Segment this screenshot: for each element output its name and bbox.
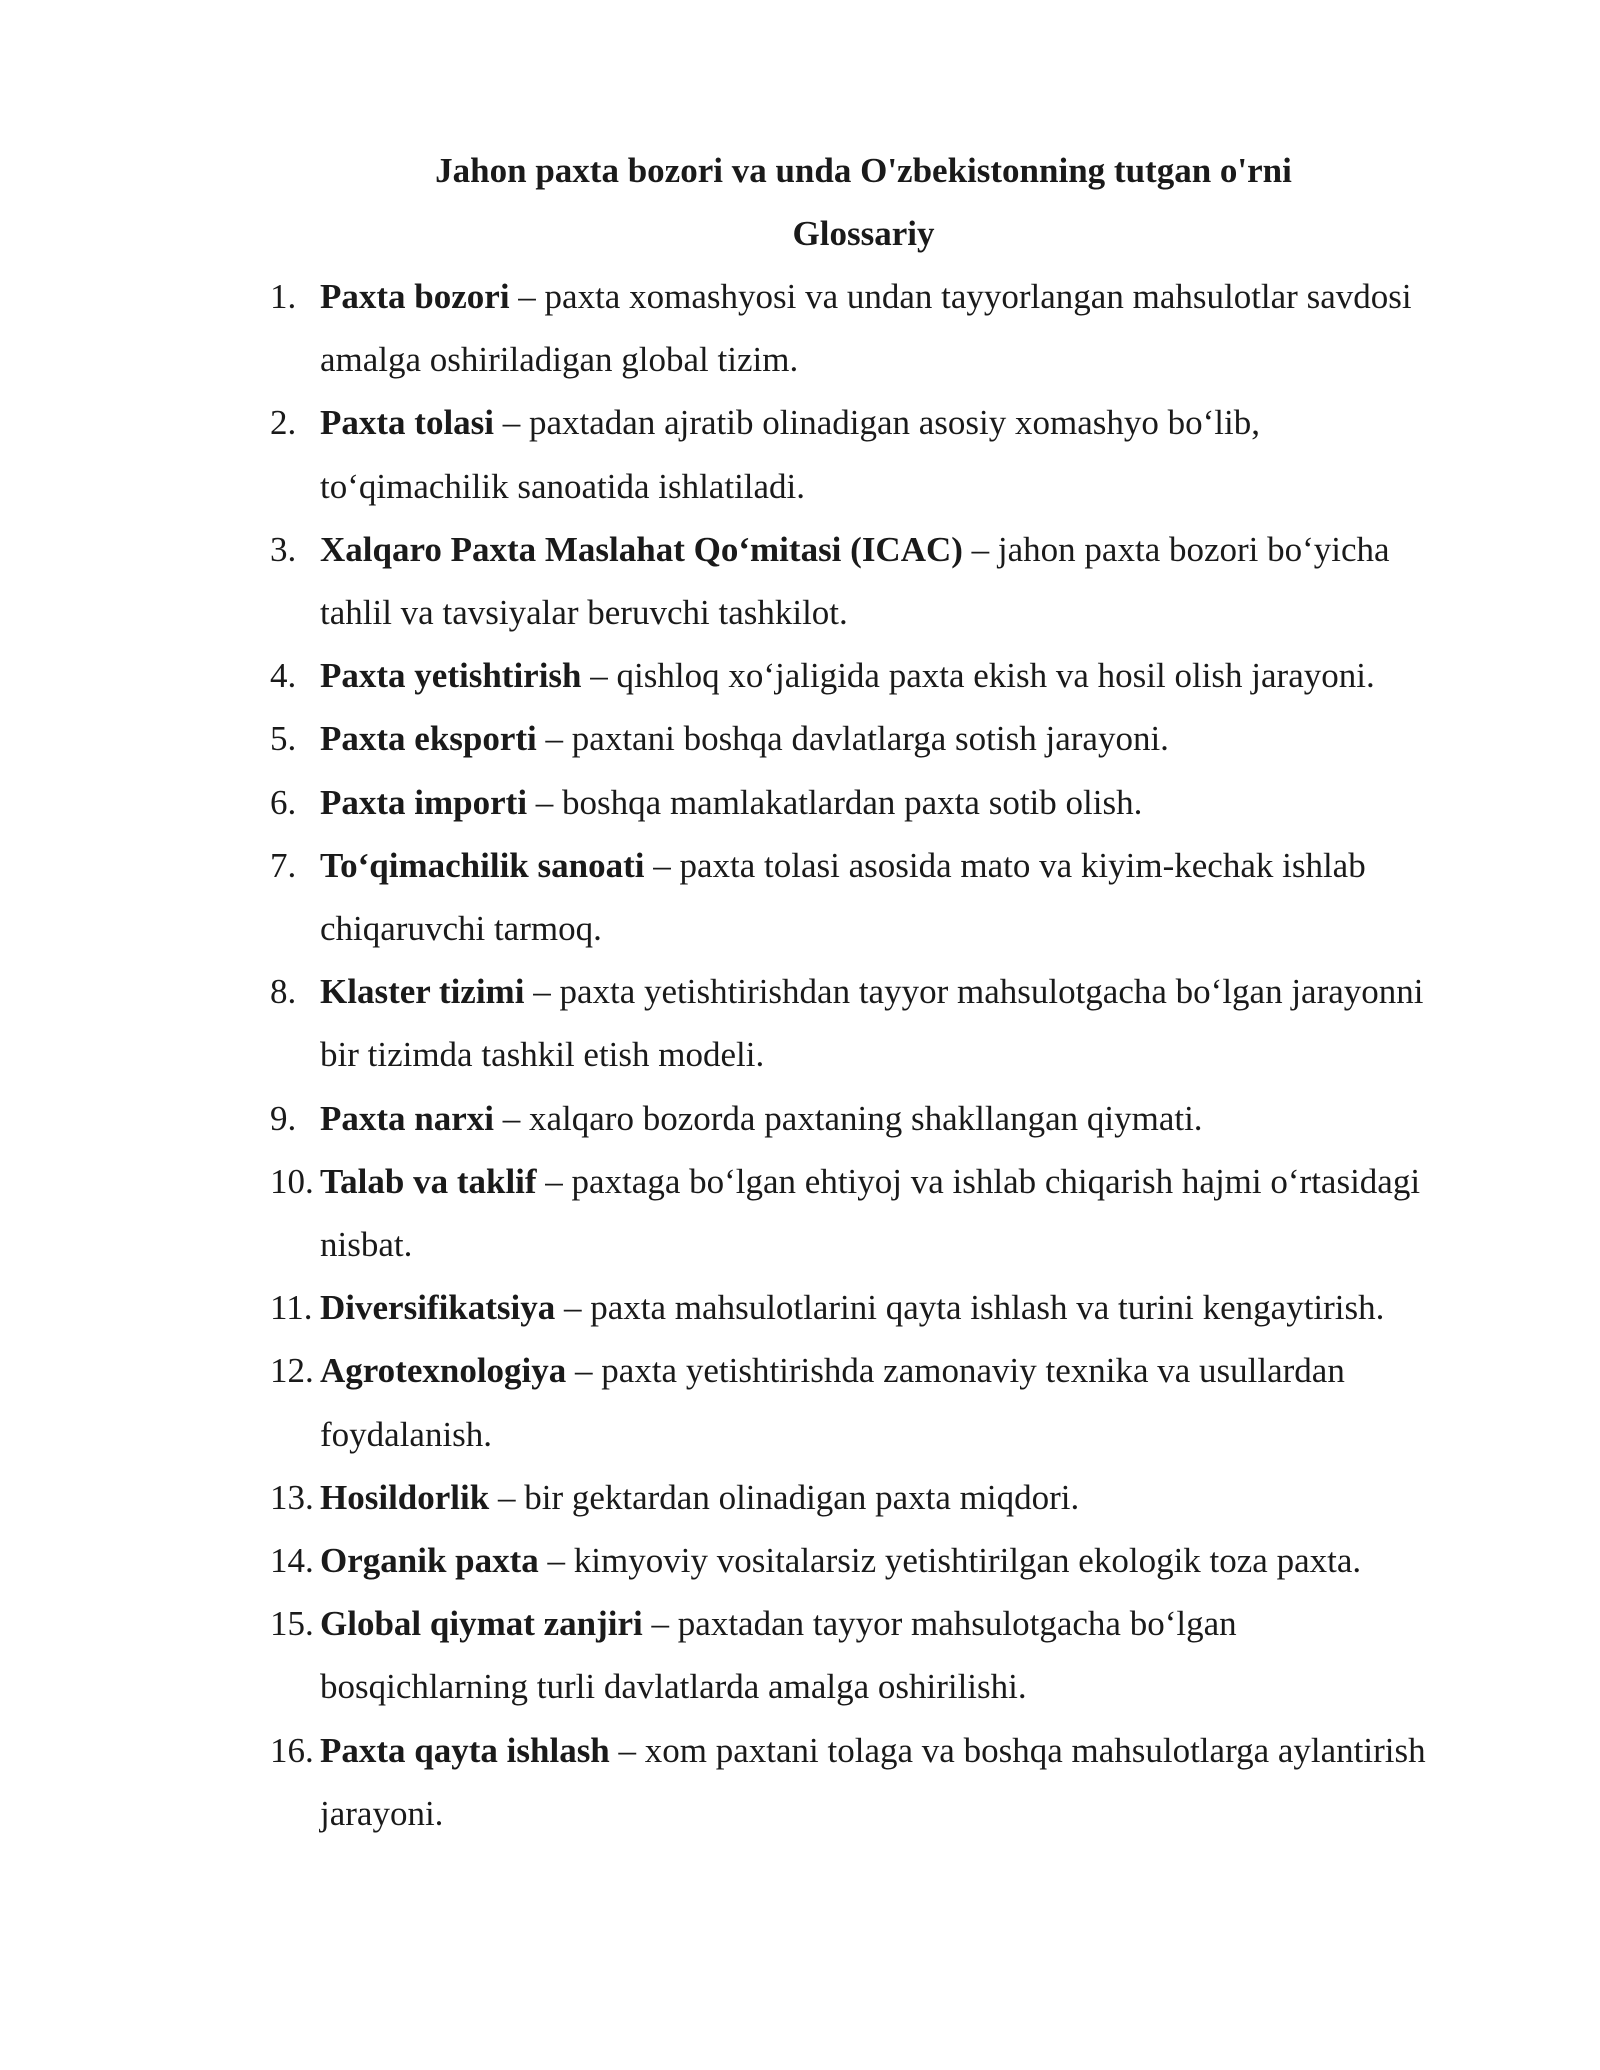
entry-number: 10. xyxy=(270,1161,314,1201)
entry-number: 15. xyxy=(270,1604,314,1644)
entry-term: Paxta eksporti xyxy=(320,719,537,759)
glossary-entry xyxy=(270,834,1500,960)
glossary-entry xyxy=(270,1150,1500,1276)
entry-definition: – kimyoviy vositalarsiz yetishtirilgan ekologik toza paxta. xyxy=(547,1541,1362,1581)
entry-number: 12. xyxy=(270,1351,314,1391)
entry-definition: – xom paxtani tolaga va boshqa mahsulotlarga aylantirish xyxy=(618,1730,1426,1770)
glossary-entry xyxy=(270,1087,1500,1150)
entry-definition: – paxta xomashyosi va undan tayyorlangan mahsulotlar savdosi xyxy=(518,277,1412,316)
entry-term: Global qiymat zanjiri xyxy=(320,1604,643,1644)
entry-definition: – paxtadan tayyor mahsulotgacha bo‘lgan xyxy=(651,1604,1237,1644)
glossary-entry xyxy=(270,1719,1500,1845)
entry-definition-continued: to‘qimachilik sanoatida ishlatiladi. xyxy=(320,466,806,506)
entry-number: 4. xyxy=(270,656,297,696)
entry-term: Paxta qayta ishlash xyxy=(320,1730,610,1770)
entry-term: Paxta bozori xyxy=(320,277,510,316)
entry-term: To‘qimachilik sanoati xyxy=(320,845,645,885)
entry-definition-continued: tahlil va tavsiyalar beruvchi tashkilot. xyxy=(320,593,848,633)
entry-term: Xalqaro Paxta Maslahat Qo‘mitasi (ICAC) xyxy=(320,529,963,569)
entry-term: Organik paxta xyxy=(320,1541,539,1581)
glossary-entry xyxy=(270,391,1500,517)
entry-term: Klaster tizimi xyxy=(320,972,525,1012)
entry-number: 1. xyxy=(270,277,297,316)
document-subtitle: Glossariy xyxy=(792,214,935,253)
entry-number: 3. xyxy=(270,529,297,569)
glossary-entry xyxy=(270,518,1500,644)
entry-definition: – paxta yetishtirishda zamonaviy texnika va usullardan xyxy=(575,1351,1345,1391)
entry-number: 7. xyxy=(270,845,297,885)
glossary-entry xyxy=(270,1339,1500,1465)
entry-number: 13. xyxy=(270,1477,314,1517)
glossary-entry xyxy=(270,1592,1500,1718)
entry-definition-continued: bosqichlarning turli davlatlarda amalga oshirilishi. xyxy=(320,1667,1027,1707)
entry-term: Talab va taklif xyxy=(320,1161,537,1201)
document-title: Jahon paxta bozori va unda O'zbekistonning tutgan o'rni xyxy=(435,151,1292,190)
glossary-entry xyxy=(270,644,1500,707)
entry-definition-continued: foydalanish. xyxy=(320,1414,493,1454)
entry-definition: – paxta tolasi asosida mato va kiyim-kechak ishlab xyxy=(653,845,1366,885)
entry-definition: – boshqa mamlakatlardan paxta sotib olish. xyxy=(535,782,1143,822)
entry-number: 8. xyxy=(270,972,297,1012)
glossary-entry xyxy=(270,707,1500,770)
glossary-entry xyxy=(270,265,1500,391)
entry-number: 5. xyxy=(270,719,297,759)
entry-number: 14. xyxy=(270,1541,314,1581)
entry-term: Paxta importi xyxy=(320,782,528,822)
entry-definition: – paxtani boshqa davlatlarga sotish jarayoni. xyxy=(545,719,1169,759)
entry-definition: – xalqaro bozorda paxtaning shakllangan qiymati. xyxy=(502,1098,1203,1138)
entry-number: 11. xyxy=(270,1288,313,1328)
entry-definition: – paxtaga bo‘lgan ehtiyoj va ishlab chiqarish hajmi o‘rtasidagi xyxy=(545,1161,1421,1201)
entry-term: Paxta tolasi xyxy=(320,403,495,443)
entry-term: Diversifikatsiya xyxy=(320,1288,556,1328)
entry-definition: – paxtadan ajratib olinadigan asosiy xomashyo bo‘lib, xyxy=(502,403,1260,443)
entry-term: Hosildorlik xyxy=(320,1477,490,1517)
glossary-entry xyxy=(270,771,1500,834)
entry-number: 6. xyxy=(270,782,297,822)
glossary-entry xyxy=(270,1466,1500,1529)
glossary-list xyxy=(270,265,1500,1845)
glossary-entry xyxy=(270,960,1500,1086)
entry-term: Agrotexnologiya xyxy=(320,1351,567,1391)
entry-number: 2. xyxy=(270,403,297,443)
glossary-entry xyxy=(270,1529,1500,1592)
entry-definition: – bir gektardan olinadigan paxta miqdori. xyxy=(497,1477,1080,1517)
entry-number: 16. xyxy=(270,1730,314,1770)
entry-definition-continued: chiqaruvchi tarmoq. xyxy=(320,909,602,949)
glossary-entry xyxy=(270,1276,1500,1339)
entry-definition: – jahon paxta bozori bo‘yicha xyxy=(971,529,1390,569)
entry-definition-continued: amalga oshiriladigan global tizim. xyxy=(320,340,799,380)
entry-definition-continued: nisbat. xyxy=(320,1225,413,1265)
entry-definition: – paxta mahsulotlarini qayta ishlash va turini kengaytirish. xyxy=(564,1288,1385,1328)
entry-term: Paxta yetishtirish xyxy=(320,656,582,696)
entry-definition-continued: jarayoni. xyxy=(320,1793,444,1833)
entry-number: 9. xyxy=(270,1098,297,1138)
entry-definition-continued: bir tizimda tashkil etish modeli. xyxy=(320,1035,765,1075)
entry-definition: – paxta yetishtirishdan tayyor mahsulotgacha bo‘lgan jarayonni xyxy=(533,972,1424,1012)
entry-definition: – qishloq xo‘jaligida paxta ekish va hosil olish jarayoni. xyxy=(590,656,1375,696)
entry-term: Paxta narxi xyxy=(320,1098,495,1138)
